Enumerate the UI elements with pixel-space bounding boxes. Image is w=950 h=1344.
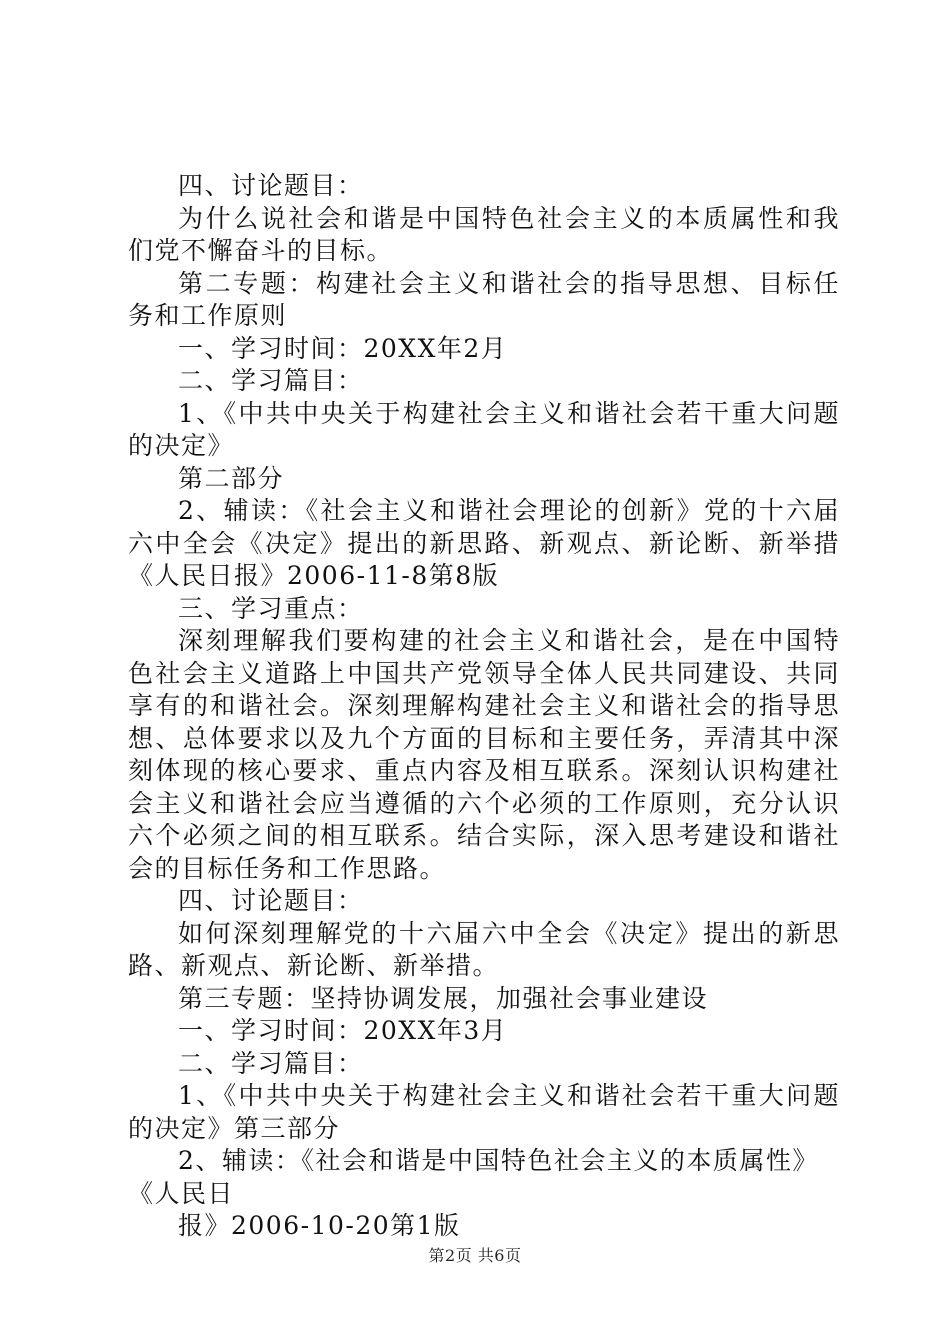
paragraph: 如何深刻理解党的十六届六中全会《决定》提出的新思路、新观点、新论断、新举措。 bbox=[128, 918, 840, 980]
section-heading-discussion: 四、讨论题目： bbox=[178, 886, 364, 915]
reading-item: 2、辅读：《社会和谐是中国特色社会主义的本质属性》 bbox=[178, 1146, 819, 1175]
section-heading-readings: 二、学习篇目： bbox=[178, 1048, 364, 1078]
reading-item: 1、《中共中央关于构建社会主义和谐社会若干重大问题的决定》 bbox=[128, 398, 840, 460]
reading-item: 1、《中共中央关于构建社会主义和谐社会若干重大问题的决定》第三部分 bbox=[128, 1081, 840, 1143]
page-number-footer: 第2页 共6页 bbox=[428, 1246, 522, 1265]
paragraph: 第二部分 bbox=[178, 463, 285, 493]
section-heading-time: 一、学习时间：20XX年3月 bbox=[178, 1016, 508, 1045]
paragraph: 为什么说社会和谐是中国特色社会主义的本质属性和我们党不懈奋斗的目标。 bbox=[128, 203, 840, 265]
section-heading-time: 一、学习时间：20XX年2月 bbox=[178, 333, 508, 363]
topic-heading-2: 第二专题：构建社会主义和谐社会的指导思想、目标任务和工作原则 bbox=[128, 268, 840, 330]
paragraph: 深刻理解我们要构建的社会主义和谐社会，是在中国特色社会主义道路上中国共产党领导全体人民共同建设、共同享有的和谐社会。深刻理解构建社会主义和谐社会的指导思想、总体要求以及九个方面的目标和主要任务，弄清其中深刻体现的核心要求、重点内容及相互联系。深刻认识构建社会主义和谐社会应当遵循的六个必须的工作原则，充分认识六个必须之间的相互联系。结合实际，深入思考建设和谐社会的目标任务和工作思路。 bbox=[128, 626, 840, 883]
section-heading-readings: 二、学习篇目： bbox=[178, 366, 364, 395]
section-heading-focus: 三、学习重点： bbox=[178, 593, 364, 623]
section-heading-discussion: 四、讨论题目： bbox=[178, 171, 364, 200]
document-body bbox=[128, 170, 840, 1243]
paragraph: 报》2006-10-20第1版 bbox=[178, 1211, 461, 1240]
topic-heading-3: 第三专题：坚持协调发展，加强社会事业建设 bbox=[178, 983, 709, 1013]
reading-item: 2、辅读：《社会主义和谐社会理论的创新》党的十六届六中全会《决定》提出的新思路、新观点、新论断、新举措《人民日报》2006-11-8第8版 bbox=[128, 496, 840, 590]
paragraph: 《人民日 bbox=[128, 1178, 235, 1208]
